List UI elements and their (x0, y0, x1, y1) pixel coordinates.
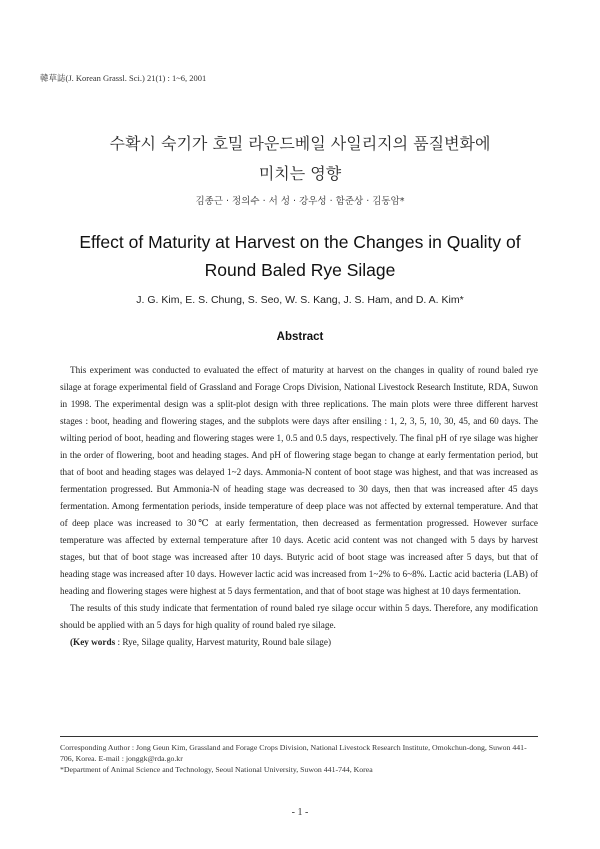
corresponding-author-note: Corresponding Author : Jong Geun Kim, Grassland and Forage Crops Division, National Livestock Research Institute, Omokchun-dong, Suwon 441-706, Korea. E-mail : jonggk@rda.go.kr (60, 743, 527, 763)
abstract-heading: Abstract (276, 331, 324, 343)
journal-citation: 韓草誌(J. Korean Grassl. Sci.) 21(1) : 1~6, 2001 (40, 73, 207, 83)
keywords (60, 634, 538, 651)
english-title-line-1: Effect of Maturity at Harvest on the Changes in Quality of (79, 232, 521, 252)
keywords-text: : Rye, Silage quality, Harvest maturity, Round bale silage) (115, 637, 331, 647)
keywords-label: (Key words (70, 637, 116, 647)
abstract-paragraph-2: The results of this study indicate that fermentation of round baled rye silage occur within 5 days. Therefore, any modification should be applied with an 5 days for high quality of round baled rye silage. (60, 603, 538, 630)
korean-title-line-1: 수확시 숙기가 호밀 라운드베일 사일리지의 품질변화에 (109, 134, 491, 153)
affiliation-note: *Department of Animal Science and Technology, Seoul National University, Suwon 441-744, Korea (60, 765, 373, 774)
english-authors: J. G. Kim, E. S. Chung, S. Seo, W. S. Kang, J. S. Ham, and D. A. Kim* (136, 294, 464, 306)
abstract-paragraph-1: This experiment was conducted to evaluated the effect of maturity at harvest on the changes in quality of round baled rye silage at forage experimental field of Grassland and Forage Crops Division, National Livestock Research Institute, RDA, Suwon in 1998. The experimental design was a split-plot design with three replications. The main plots were three different harvest stages : boot, heading and flowering stages, and the subplots were days after ensiling : 1, 2, 3, 5, 10, 30, 45, and 60 days. The wilting period of boot, heading and flowering stages were 1, 0.5 and 0.5 days, respectively. The final pH of rye silage was higher in the order of flowering, boot and heading stages. And pH of flowering stage began to change at early fermentation period, but that of boot and heading stages was delayed 1~2 days. Ammonia-N content of boot stage was highest, and that was increased as fermentation progressed. But Ammonia-N of heading stage was decreased to 30 days, then that was increased after 45 days fermentation. Among fermentation periods, inside temperature of deep place was not affected by external temperature. And that of deep place was increased to 30℃ at early fermentation, then decreased as fermentation progressed. However surface temperature was affected by external temperature after 10 days. Acetic acid content was not changed with 5 days by harvest stages, but that of boot stage was increased after 10 days. Butyric acid of boot stage was increased after 5 days, but that of heading stage was increased after 10 days. However lactic acid was increased from 1~2% to 6~8%. Lactic acid bacteria (LAB) of heading and flowering stages were highest at 5 days fermentation, and that of boot stage was highest at 10 days fermentation. (60, 365, 538, 596)
footnote-divider (60, 736, 538, 737)
korean-title-line-2: 미치는 영향 (258, 164, 342, 183)
english-title-line-2: Round Baled Rye Silage (204, 260, 396, 280)
abstract-body (60, 362, 538, 651)
footnotes (60, 742, 538, 775)
korean-authors: 김종근 · 정의수 · 서 성 · 강우성 · 함준상 · 김동암* (195, 196, 405, 207)
page-number: - 1 - (291, 807, 309, 818)
